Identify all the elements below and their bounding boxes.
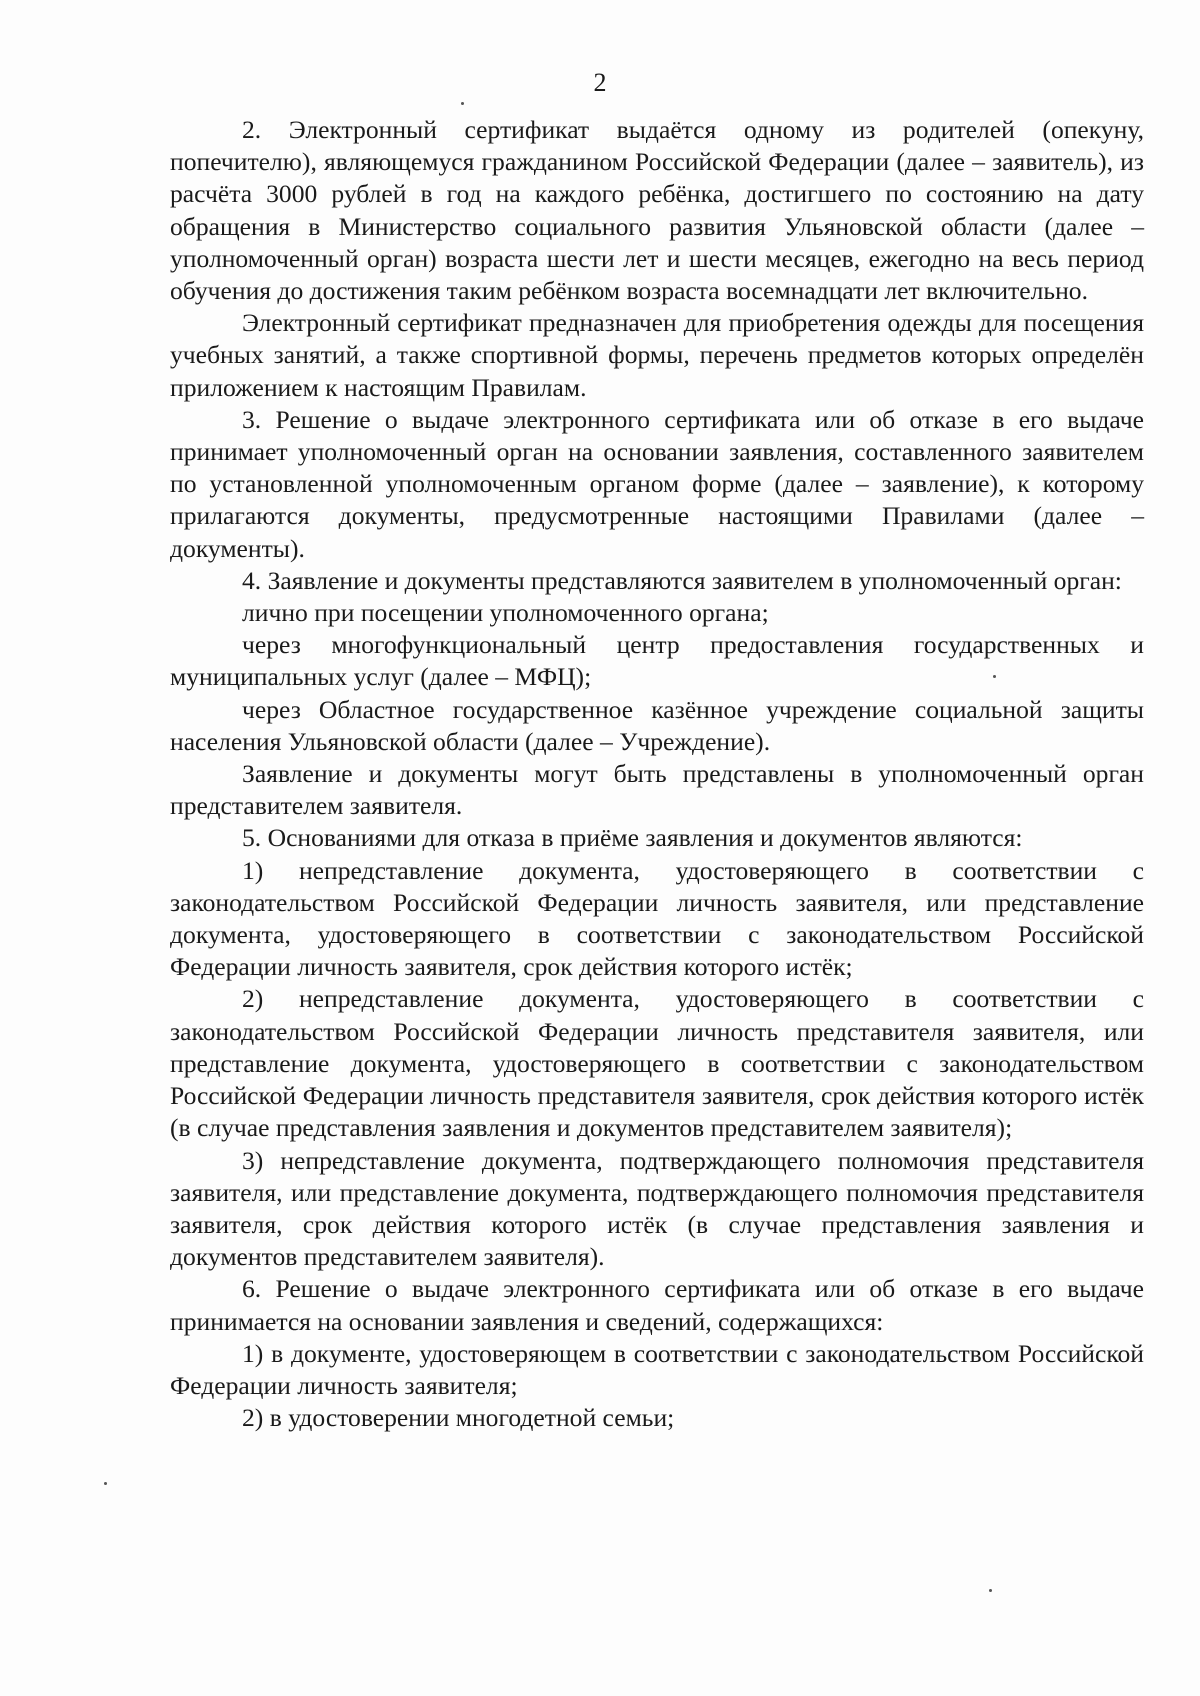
list-item-refusal-3: 3) непредставление документа, подтверждающего полномочия представителя заявителя, или представление документа, подтверждающего полномочия представителя заявителя, срок действия которого истёк (в случае представления заявления и документов представителем заявителя). xyxy=(170,1145,1144,1272)
list-item-refusal-2: 2) непредставление документа, удостоверяющего в соответствии с законодательством Российской Федерации личность представителя заявителя, или представление документа, удостоверяющего в соответствии с законодательством Российской Федерации личность представителя заявителя, срок действия которого истёк (в случае представления заявления и документов представителем заявителя); xyxy=(170,984,1144,1143)
page-number: 2 xyxy=(593,68,607,97)
paragraph-3-decision: 3. Решение о выдаче электронного сертификата или об отказе в его выдаче принимает уполномоченный орган на основании заявления, составленного заявителем по установленной уполномоченным органом форме (далее – заявление), к которому прилагаются документы, предусмотренные настоящими Правилами (далее – документы). xyxy=(170,404,1144,563)
scan-speck xyxy=(461,102,464,105)
paragraph-4-submission: 4. Заявление и документы представляются заявителем в уполномоченный орган: xyxy=(242,565,1122,595)
scan-speck xyxy=(993,675,996,678)
list-item-in-person: лично при посещении уполномоченного органа; xyxy=(242,598,769,628)
paragraph-6-decision-basis: 6. Решение о выдаче электронного сертификата или об отказе в его выдаче принимается на основании заявления и сведений, содержащихся: xyxy=(170,1274,1144,1336)
paragraph-2-certificate-issue: 2. Электронный сертификат выдаётся одному из родителей (опекуну, попечителю), являющемуся гражданином Российской Федерации (далее – заявитель), из расчёта 3000 рублей в год на каждого ребёнка, достигшего по состоянию на дату обращения в Министерство социального развития Ульяновской области (далее – уполномоченный орган) возраста шести лет и шести месяцев, ежегодно на весь период обучения до достижения таким ребёнком возраста восемнадцати лет включительно. xyxy=(170,115,1144,306)
list-item-mfc: через многофункциональный центр предоставления государственных и муниципальных услуг (далее – МФЦ); xyxy=(170,630,1144,692)
list-item-refusal-1: 1) непредставление документа, удостоверяющего в соответствии с законодательством Российской Федерации личность заявителя, или представление документа, удостоверяющего в соответствии с законодательством Российской Федерации личность заявителя, срок действия которого истёк; xyxy=(170,855,1144,982)
paragraph-5-refusal-grounds: 5. Основаниями для отказа в приёме заявления и документов являются: xyxy=(242,823,1023,853)
scan-speck xyxy=(989,1589,992,1592)
paragraph-representative: Заявление и документы могут быть представлены в уполномоченный орган представителем заявителя. xyxy=(170,759,1144,821)
list-item-basis-2: 2) в удостоверении многодетной семьи; xyxy=(242,1403,675,1433)
scan-speck xyxy=(104,1482,107,1485)
list-item-institution: через Областное государственное казённое учреждение социальной защиты населения Ульяновской области (далее – Учреждение). xyxy=(170,694,1144,756)
document-body xyxy=(170,114,1144,1434)
list-item-basis-1: 1) в документе, удостоверяющем в соответствии с законодательством Российской Федерации личность заявителя; xyxy=(170,1338,1144,1400)
paragraph-certificate-purpose: Электронный сертификат предназначен для приобретения одежды для посещения учебных занятий, а также спортивной формы, перечень предметов которых определён приложением к настоящим Правилам. xyxy=(170,308,1144,402)
